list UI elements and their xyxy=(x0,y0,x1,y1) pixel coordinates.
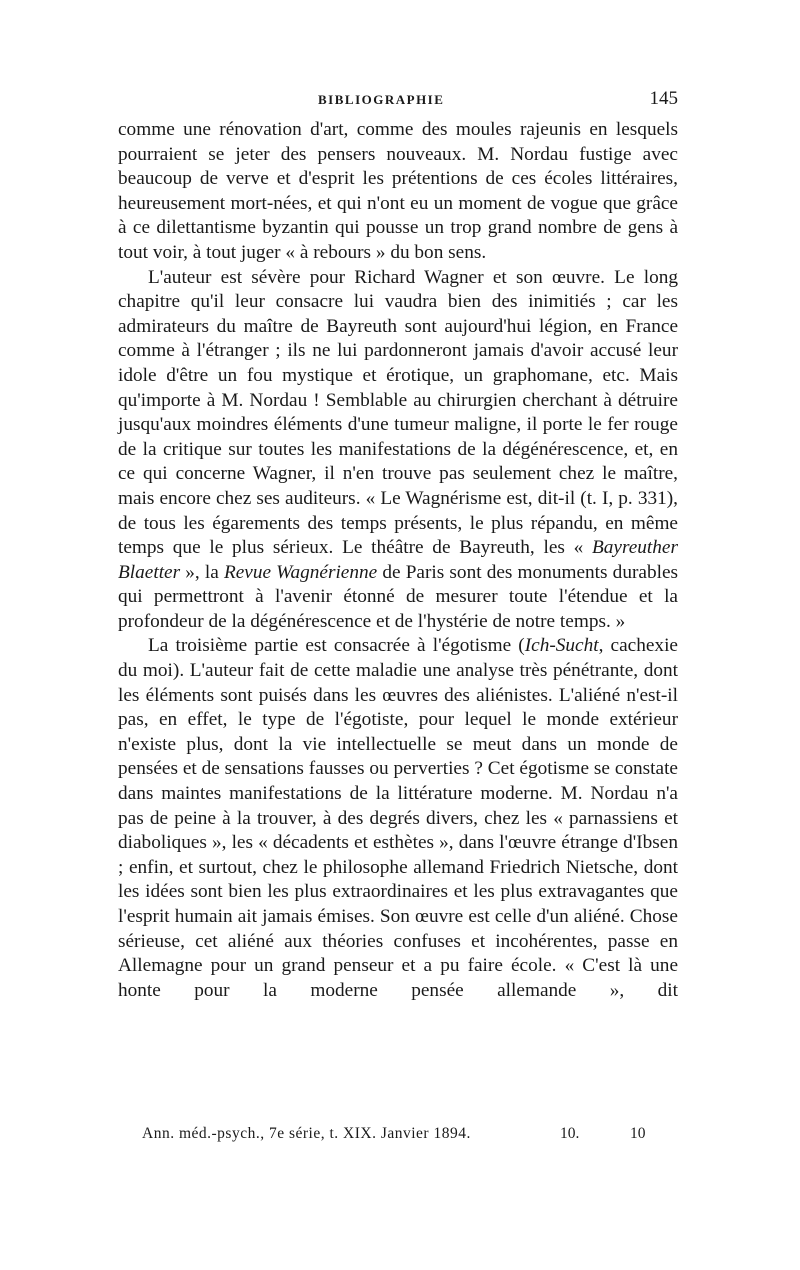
footer-sheet-number: 10 xyxy=(630,1125,646,1142)
paragraph xyxy=(118,634,678,1003)
page xyxy=(118,88,678,1003)
text-run: L'auteur est sévère pour Richard Wagner et son œuvre. Le long chapitre qu'il leur consacre lui vaudra bien des inimitiés ; car les admirateurs du maître de Bayreuth sont aujourd'hui légion, en France comme à l'étranger ; ils ne lui pardonneront jamais d'avoir accusé leur idole d'être un fou mystique et érotique, un graphomane, etc. Mais qu'importe à M. Nordau ! Semblable au chirurgien cherchant à détruire jusqu'aux moindres éléments d'une tumeur maligne, il porte le fer rouge de la critique sur toutes les manifestations de la dégénérescence, et, en ce qui concerne Wagner, il n'en trouve pas seulement chez le maître, mais encore chez ses auditeurs. « Le Wagnérisme est, dit-il (t. I, p. 331), de tous les égarements des temps présents, le plus répandu, en même temps que le plus sérieux. Le théâtre de Bayreuth, les « xyxy=(118,266,678,559)
text-run: comme une rénovation d'art, comme des moules rajeunis en lesquels pourraient se jeter des pensers nouveaux. M. Nordau fustige avec beaucoup de verve et d'esprit les prétentions de ces écoles littéraires, heureusement mort-nées, et qui n'ont eu un moment de vogue que grâce à ce dilettantisme byzantin qui pousse un trop grand nombre de gens à tout voir, à tout juger « à rebours » du bon sens. xyxy=(118,119,678,263)
body-text xyxy=(118,118,678,1003)
running-head xyxy=(118,88,678,118)
footer-signature-mark: 10. xyxy=(560,1125,580,1142)
paragraph xyxy=(118,266,678,635)
journal-title-italic: Revue Wagnérienne xyxy=(223,561,378,583)
text-run: de Paris sont des monuments durables qui permettront à l'avenir étonné de mesurer toute l'étendue et la profondeur de la dégénérescence et de l'hystérie de notre temps. » xyxy=(118,561,678,632)
foreign-term-italic: Ich-Sucht xyxy=(524,635,599,657)
text-run: », la xyxy=(180,561,224,583)
paragraph xyxy=(118,118,678,266)
text-run: , cachexie du moi). L'auteur fait de cette maladie une analyse très pénétrante, dont les éléments sont puisés dans les œuvres des aliénistes. L'aliéné n'est-il pas, en effet, le type de l'égotiste, pour lequel le monde extérieur n'existe plus, dont la vie intellectuelle se meut dans un monde de pensées et de sensations fausses ou perverties ? Cet égotisme se constate dans maintes manifestations de la littérature moderne. M. Nordau n'a pas de peine à la trouver, à des degrés divers, chez les « parnassiens et diaboliques », les « décadents et esthètes », dans l'œuvre étrange d'Ibsen ; enfin, et surtout, chez le philosophe allemand Friedrich Nietsche, dont les idées sont bien les plus extraordinaires et les plus extravagantes que l'esprit humain ait jamais émises. Son œuvre est celle d'un aliéné. Chose sérieuse, cet aliéné aux théories confuses et incohérentes, passe en Allemagne pour un grand penseur et a pu faire école. « C'est là une honte pour la moderne pensée allemande », dit xyxy=(118,635,678,1001)
footer-journal-reference: Ann. méd.-psych., 7e série, t. XIX. Janvier 1894. xyxy=(142,1125,471,1142)
page-number: 145 xyxy=(649,88,678,109)
text-run: La troisième partie est consacrée à l'égotisme ( xyxy=(148,635,525,657)
running-title: BIBLIOGRAPHIE xyxy=(318,92,445,107)
journal-title-italic: Bayreuther Blaetter xyxy=(118,537,678,583)
